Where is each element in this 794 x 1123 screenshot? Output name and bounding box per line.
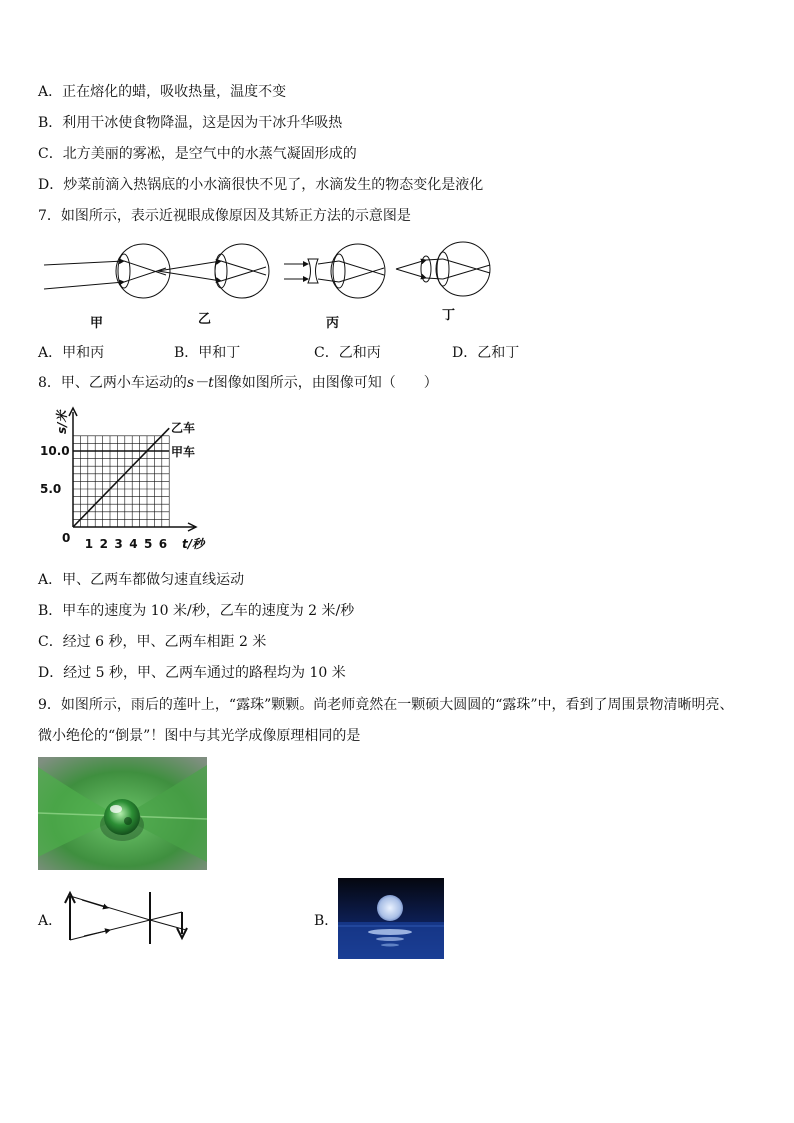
q8-option-c: C．经过 6 秒，甲、乙两车相距 2 米 — [38, 634, 267, 650]
q8-stem-before: 8．甲、乙两小车运动的 — [38, 375, 187, 391]
q7-options — [38, 342, 598, 360]
x-axis-label: t/秒 — [182, 537, 205, 551]
q9-stem-line1: 9．如图所示，雨后的莲叶上，“露珠”颗颗。尚老师竟然在一颗硕大圆圆的“露珠”中，看到了周围景物清晰明亮、 — [38, 697, 734, 713]
q8-option-a: A．甲、乙两车都做匀速直线运动 — [38, 572, 245, 588]
q8-stem-math: s－t — [186, 375, 214, 391]
eye-label-jia: 甲 — [90, 316, 104, 331]
eye-diagram-yi — [158, 244, 269, 298]
q9-option-a-label: A． — [38, 913, 63, 929]
q7-eye-diagrams — [36, 235, 506, 335]
q9-option-a-lens-diagram — [62, 890, 192, 946]
q7-option-b: B．甲和丁 — [174, 345, 241, 361]
y-tick-label: 5.0 — [40, 482, 62, 496]
q9-option-b-label: B． — [314, 913, 339, 929]
y-tick-label: 10.0 — [40, 444, 70, 458]
eye-label-yi: 乙 — [198, 312, 212, 327]
series-label-jia: 甲车 — [171, 445, 196, 459]
q8-st-graph — [36, 406, 216, 556]
dew-on-lotus-leaf-photo — [38, 757, 207, 870]
q7-option-d: D．乙和丁 — [452, 345, 520, 361]
q6-option-c: C．北方美丽的雾凇，是空气中的水蒸气凝固形成的 — [38, 146, 357, 162]
q6-option-d: D．炒菜前滴入热锅底的小水滴很快不见了，水滴发生的物态变化是液化 — [38, 177, 484, 193]
q7-stem: 7．如图所示，表示近视眼成像原因及其矫正方法的示意图是 — [38, 208, 411, 224]
eye-label-ding: 丁 — [442, 308, 456, 323]
q8-stem — [38, 374, 438, 392]
eye-diagram-bing — [284, 244, 385, 298]
q6-option-b: B．利用干冰使食物降温，这是因为干冰升华吸热 — [38, 115, 343, 131]
q7-option-c: C．乙和丙 — [314, 345, 381, 361]
moon-reflection-photo — [338, 878, 444, 959]
q7-option-a: A．甲和丙 — [38, 345, 105, 361]
eye-diagram-jia — [44, 244, 170, 298]
q6-option-a: A．正在熔化的蜡，吸收热量，温度不变 — [38, 84, 287, 100]
graph-origin-label: 0 — [62, 531, 71, 545]
x-tick-label: 1 — [84, 537, 94, 551]
x-tick-label: 2 — [99, 537, 108, 551]
series-label-yi: 乙车 — [171, 421, 196, 435]
q8-option-d: D．经过 5 秒，甲、乙两车通过的路程均为 10 米 — [38, 665, 346, 681]
series-line-yi — [73, 428, 169, 527]
x-tick-label: 4 — [129, 537, 138, 551]
x-tick-label: 5 — [144, 537, 153, 551]
q9-stem-line2: 微小绝伦的“倒景”！图中与其光学成像原理相同的是 — [38, 728, 361, 744]
q8-option-b: B．甲车的速度为 10 米/秒，乙车的速度为 2 米/秒 — [38, 603, 355, 619]
eye-label-bing: 丙 — [326, 316, 340, 331]
y-axis-label: s/米 — [55, 410, 69, 434]
q8-stem-after: 图像如图所示，由图像可知（ ） — [213, 375, 438, 391]
eye-diagram-ding — [396, 242, 490, 296]
x-tick-label: 3 — [114, 537, 123, 551]
x-tick-label: 6 — [158, 537, 168, 551]
